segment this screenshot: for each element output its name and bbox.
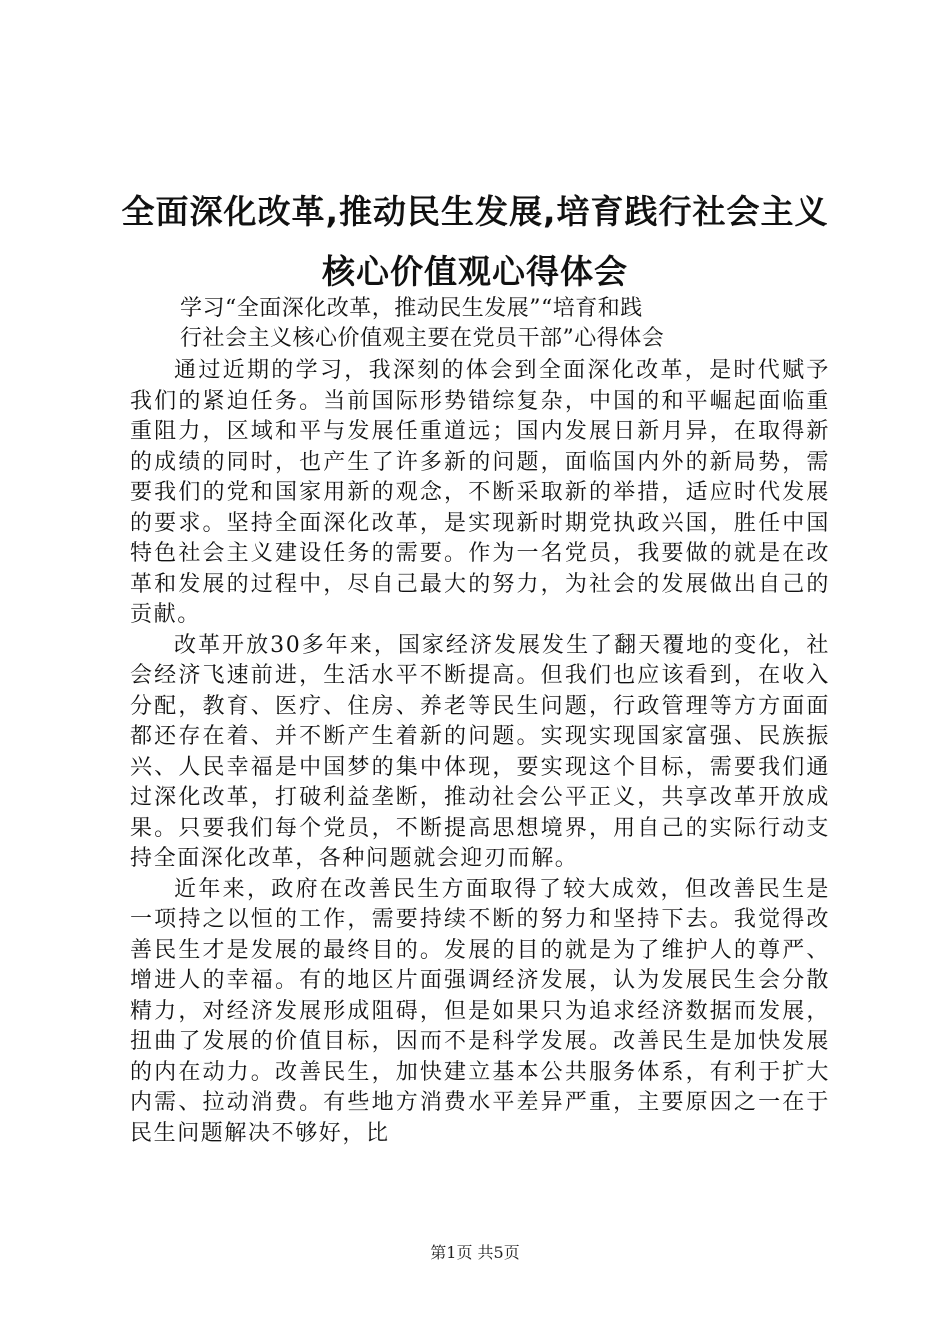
subtitle-line: 行社会主义核心价值观主要在党员干部”心得体会 bbox=[180, 326, 665, 351]
body-paragraph: 改革开放30多年来，国家经济发展发生了翻天覆地的变化，社会经济飞速前进，生活水平不断提高。但我们也应该看到，在收入分配，教育、医疗、住房、养老等民生问题，行政管理等方方面面都还存在着、并不断产生着新的问题。实现实现国家富强、民族振兴、人民幸福是中国梦的集中体现，要实现这个目标，需要我们通过深化改革，打破利益垄断，推动社会公平正义，共享改革开放成果。只要我们每个党员，不断提高思想境界，用自己的实际行动支持全面深化改革，各种问题就会迎刃而解。 bbox=[130, 632, 830, 871]
subtitle-line: 学习“全面深化改革，推动民生发展”“培育和践 bbox=[180, 296, 643, 321]
document-subtitle bbox=[180, 294, 820, 354]
document-title: 全面深化改革,推动民生发展,培育践行社会主义核心价值观心得体会 bbox=[121, 192, 829, 292]
body-paragraph: 通过近期的学习，我深刻的体会到全面深化改革，是时代赋予我们的紧迫任务。当前国际形势错综复杂，中国的和平崛起面临重重阻力，区域和平与发展任重道远；国内发展日新月异，在取得新的成绩的同时，也产生了许多新的问题，面临国内外的新局势，需要我们的党和国家用新的观念，不断采取新的举措，适应时代发展的要求。坚持全面深化改革，是实现新时期党执政兴国，胜任中国特色社会主义建设任务的需要。作为一名党员，我要做的就是在改革和发展的过程中，尽自己最大的努力，为社会的发展做出自己的贡献。 bbox=[130, 358, 830, 627]
document-body bbox=[130, 356, 830, 1149]
body-paragraph: 近年来，政府在改善民生方面取得了较大成效，但改善民生是一项持之以恒的工作，需要持续不断的努力和坚持下去。我觉得改善民生才是发展的最终目的。发展的目的就是为了维护人的尊严、增进人的幸福。有的地区片面强调经济发展，认为发展民生会分散精力，对经济发展形成阻碍，但是如果只为追求经济数据而发展，扭曲了发展的价值目标，因而不是科学发展。改善民生是加快发展的内在动力。改善民生，加快建立基本公共服务体系，有利于扩大内需、拉动消费。有些地方消费水平差异严重，主要原因之一在于民生问题解决不够好，比 bbox=[130, 876, 830, 1146]
page-footer: 第1页 共5页 bbox=[430, 1243, 520, 1262]
